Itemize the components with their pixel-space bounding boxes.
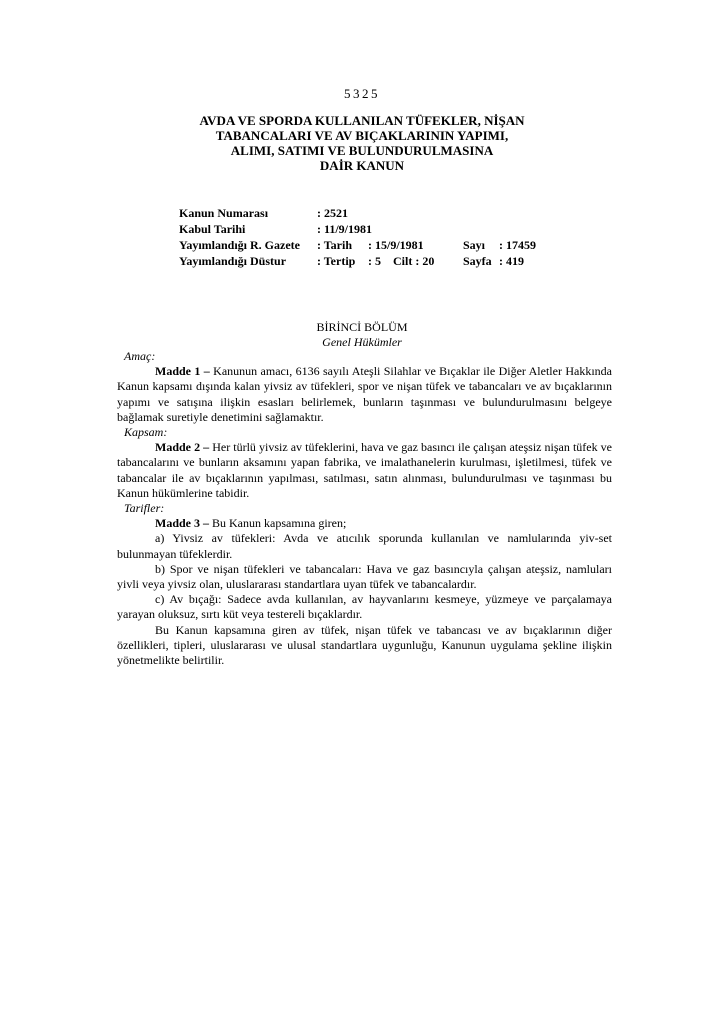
dustur-tertip-value: : 5	[368, 254, 381, 268]
dustur-tertip-label: : Tertip	[317, 254, 356, 268]
dustur-tertip-cilt-cell	[368, 253, 463, 269]
article-2-heading: Kapsam:	[124, 425, 168, 440]
law-title-line: TABANCALARI VE AV BIÇAKLARININ YAPIMI,	[215, 128, 509, 143]
kanun-no-label: Kanun Numarası	[179, 206, 269, 220]
kanun-no-value: : 2521	[317, 206, 348, 220]
meta-row-dustur	[179, 253, 536, 269]
article-3-item-c: c) Av bıçağı: Sadece avda kullanılan, av hayvanlarını kesmeye, yüzmeye ve parçalamaya yarayan oluksuz, sırtı küt veya testereli bıçaklardır.	[117, 592, 612, 622]
article-3-item-b: b) Spor ve nişan tüfekleri ve tabancaları: Hava ve gaz basıncıyla çalışan ateşsiz, namluları yivli veya yivsiz olan, uluslararası standartlara uyan tüfek ve tabancalardır.	[117, 561, 612, 592]
gazete-tarih-value: : 15/9/1981	[368, 238, 424, 252]
article-1-text: Kanunun amacı, 6136 sayılı Ateşli Silahlar ve Bıçaklar ile Diğer Aletler Hakkında Kanun kapsamı dışında kalan yivsiz av tüfekleri, spor ve nişan tüfek ve tabancaları ve av bıçaklarının yapımı ve satışına ilişkin esasları belirlemek, bunların taşınması ve bulundurulmasını belgeye bağlamak suretiyle denetimini sağlamaktır.	[117, 364, 613, 424]
gazete-sayi-value: : 17459	[499, 238, 536, 252]
section-title: BİRİNCİ BÖLÜM	[316, 320, 408, 334]
article-2-label: Madde 2 –	[155, 440, 210, 455]
article-1-heading: Amaç:	[124, 349, 156, 363]
article-3	[117, 516, 612, 531]
article-3-closing: Bu Kanun kapsamına giren av tüfek, nişan tüfek ve tabancası ve av bıçaklarının diğer özellikleri, tipleri, uluslararası ve ulusal standartlara uygunluğu, Kanunun uygulama şekline ilişkin yönetmelikte belirtilir.	[117, 622, 612, 668]
law-number-heading: 5325	[344, 86, 380, 101]
dustur-label: Yayımlandığı Düstur	[179, 254, 287, 268]
kabul-label: Kabul Tarihi	[179, 222, 246, 236]
law-title-line: AVDA VE SPORDA KULLANILAN TÜFEKLER, NİŞAN	[199, 113, 525, 128]
dustur-sayfa-label: Sayfa	[463, 254, 492, 268]
article-2	[117, 440, 612, 501]
law-title	[0, 113, 724, 173]
law-title-line: ALIMI, SATIMI VE BULUNDURULMASINA	[230, 143, 494, 158]
gazete-tarih-label: : Tarih	[317, 238, 353, 252]
article-3-label: Madde 3 –	[155, 516, 209, 531]
meta-row-gazete	[179, 237, 536, 253]
meta-row-kabul	[179, 221, 536, 237]
gazete-sayi-label: Sayı	[463, 238, 486, 252]
article-1	[117, 364, 612, 425]
gazete-label: Yayımlandığı R. Gazete	[179, 238, 300, 252]
law-metadata-table	[179, 205, 536, 269]
article-1-label: Madde 1 –	[155, 364, 210, 379]
section-subtitle: Genel Hükümler	[322, 335, 402, 349]
law-title-line: DAİR KANUN	[319, 158, 405, 173]
dustur-sayfa-value: : 419	[499, 254, 524, 268]
meta-row-kanun-no	[179, 205, 536, 221]
kabul-value: : 11/9/1981	[317, 222, 373, 236]
article-2-text: Her türlü yivsiz av tüfeklerini, hava ve gaz basıncı ile çalışan ateşsiz nişan tüfek ve tabancalarını ve bunların aksamını yapan fabrika, ve imalathanelerin kurulması, işletilmesi, tüfek ve tabancalar ile av bıçaklarının yapılması, satılması, satın alınması, bulundurulması ve taşınması bu Kanun hükümlerine tabidir.	[117, 440, 613, 500]
article-3-heading: Tarifler:	[124, 501, 165, 516]
dustur-cilt: Cilt : 20	[393, 254, 435, 268]
article-3-text: Bu Kanun kapsamına giren;	[209, 516, 347, 531]
article-3-item-a: a) Yivsiz av tüfekleri: Avda ve atıcılık sporunda kullanılan ve namlularında yiv-set bulunmayan tüfeklerdir.	[117, 531, 612, 561]
articles-body	[117, 349, 612, 668]
